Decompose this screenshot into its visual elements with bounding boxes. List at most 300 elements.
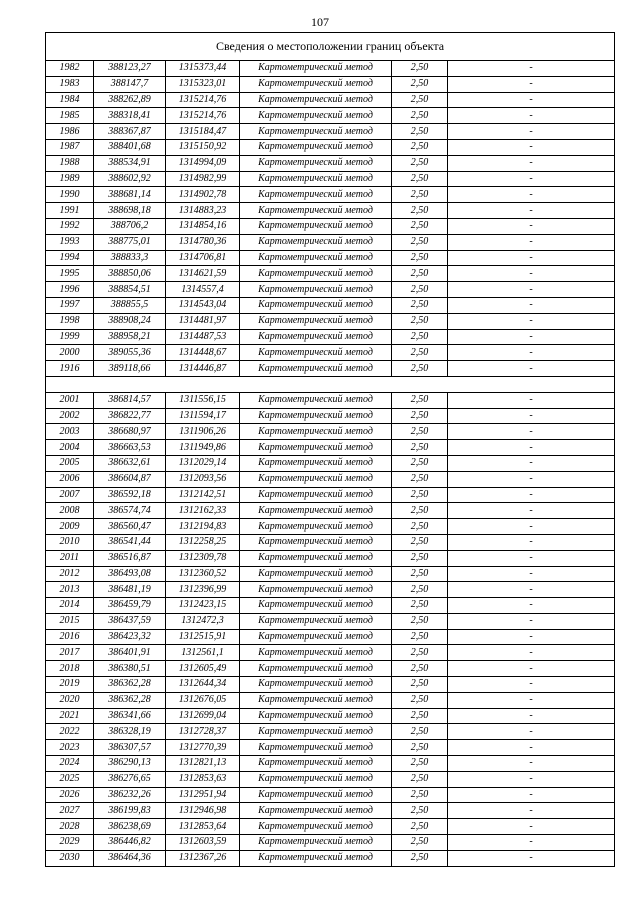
accuracy-cell: 2,50	[392, 313, 448, 329]
point-number: 1994	[46, 250, 94, 266]
accuracy-cell: 2,50	[392, 61, 448, 77]
dash-cell: -	[448, 534, 615, 550]
x-coordinate: 388775,01	[94, 234, 166, 250]
dash-cell: -	[448, 218, 615, 234]
y-coordinate: 1315150,92	[166, 139, 240, 155]
method-cell: Картометрический метод	[240, 345, 392, 361]
x-coordinate: 388681,14	[94, 187, 166, 203]
dash-cell: -	[448, 645, 615, 661]
point-number: 1995	[46, 266, 94, 282]
dash-cell: -	[448, 850, 615, 866]
accuracy-cell: 2,50	[392, 487, 448, 503]
method-cell: Картометрический метод	[240, 550, 392, 566]
y-coordinate: 1314448,67	[166, 345, 240, 361]
dash-cell: -	[448, 803, 615, 819]
x-coordinate: 386516,87	[94, 550, 166, 566]
accuracy-cell: 2,50	[392, 629, 448, 645]
table-row	[46, 787, 615, 803]
accuracy-cell: 2,50	[392, 250, 448, 266]
table-row	[46, 187, 615, 203]
accuracy-cell: 2,50	[392, 408, 448, 424]
method-cell: Картометрический метод	[240, 392, 392, 408]
x-coordinate: 388318,41	[94, 108, 166, 124]
table-row	[46, 345, 615, 361]
y-coordinate: 1315214,76	[166, 108, 240, 124]
table-row	[46, 629, 615, 645]
dash-cell: -	[448, 329, 615, 345]
method-cell: Картометрический метод	[240, 424, 392, 440]
y-coordinate: 1312194,83	[166, 519, 240, 535]
method-cell: Картометрический метод	[240, 250, 392, 266]
dash-cell: -	[448, 598, 615, 614]
point-number: 1986	[46, 124, 94, 140]
method-cell: Картометрический метод	[240, 566, 392, 582]
accuracy-cell: 2,50	[392, 282, 448, 298]
x-coordinate: 386446,82	[94, 835, 166, 851]
point-number: 2030	[46, 850, 94, 866]
accuracy-cell: 2,50	[392, 534, 448, 550]
point-number: 1998	[46, 313, 94, 329]
group-separator	[46, 376, 615, 392]
accuracy-cell: 2,50	[392, 550, 448, 566]
point-number: 2006	[46, 471, 94, 487]
x-coordinate: 388147,7	[94, 76, 166, 92]
accuracy-cell: 2,50	[392, 835, 448, 851]
accuracy-cell: 2,50	[392, 661, 448, 677]
x-coordinate: 388534,91	[94, 155, 166, 171]
point-number: 1916	[46, 361, 94, 377]
table-row	[46, 677, 615, 693]
method-cell: Картометрический метод	[240, 297, 392, 313]
x-coordinate: 388958,21	[94, 329, 166, 345]
table-title-row	[46, 33, 615, 61]
x-coordinate: 389118,66	[94, 361, 166, 377]
point-number: 2019	[46, 677, 94, 693]
method-cell: Картометрический метод	[240, 234, 392, 250]
y-coordinate: 1312162,33	[166, 503, 240, 519]
dash-cell: -	[448, 740, 615, 756]
x-coordinate: 386380,51	[94, 661, 166, 677]
method-cell: Картометрический метод	[240, 487, 392, 503]
table-row	[46, 297, 615, 313]
y-coordinate: 1314780,36	[166, 234, 240, 250]
point-number: 2027	[46, 803, 94, 819]
x-coordinate: 386276,65	[94, 771, 166, 787]
point-number: 2029	[46, 835, 94, 851]
method-cell: Картометрический метод	[240, 661, 392, 677]
dash-cell: -	[448, 139, 615, 155]
point-number: 1985	[46, 108, 94, 124]
table-row	[46, 392, 615, 408]
y-coordinate: 1314446,87	[166, 361, 240, 377]
point-number: 2028	[46, 819, 94, 835]
method-cell: Картометрический метод	[240, 582, 392, 598]
method-cell: Картометрический метод	[240, 756, 392, 772]
method-cell: Картометрический метод	[240, 124, 392, 140]
dash-cell: -	[448, 92, 615, 108]
y-coordinate: 1312093,56	[166, 471, 240, 487]
dash-cell: -	[448, 724, 615, 740]
accuracy-cell: 2,50	[392, 92, 448, 108]
x-coordinate: 386493,08	[94, 566, 166, 582]
table-row	[46, 756, 615, 772]
accuracy-cell: 2,50	[392, 740, 448, 756]
y-coordinate: 1312770,39	[166, 740, 240, 756]
table-row	[46, 487, 615, 503]
method-cell: Картометрический метод	[240, 708, 392, 724]
table-row	[46, 598, 615, 614]
table-row	[46, 440, 615, 456]
table-title: Сведения о местоположении границ объекта	[46, 33, 615, 61]
table-row	[46, 582, 615, 598]
dash-cell: -	[448, 345, 615, 361]
dash-cell: -	[448, 550, 615, 566]
y-coordinate: 1311556,15	[166, 392, 240, 408]
y-coordinate: 1314902,78	[166, 187, 240, 203]
accuracy-cell: 2,50	[392, 329, 448, 345]
point-number: 1987	[46, 139, 94, 155]
method-cell: Картометрический метод	[240, 771, 392, 787]
table-row	[46, 155, 615, 171]
x-coordinate: 386328,19	[94, 724, 166, 740]
table-row	[46, 550, 615, 566]
accuracy-cell: 2,50	[392, 266, 448, 282]
accuracy-cell: 2,50	[392, 645, 448, 661]
method-cell: Картометрический метод	[240, 313, 392, 329]
point-number: 2024	[46, 756, 94, 772]
x-coordinate: 386238,69	[94, 819, 166, 835]
point-number: 2010	[46, 534, 94, 550]
accuracy-cell: 2,50	[392, 566, 448, 582]
accuracy-cell: 2,50	[392, 361, 448, 377]
point-number: 2008	[46, 503, 94, 519]
y-coordinate: 1312946,98	[166, 803, 240, 819]
method-cell: Картометрический метод	[240, 76, 392, 92]
method-cell: Картометрический метод	[240, 803, 392, 819]
y-coordinate: 1312360,52	[166, 566, 240, 582]
dash-cell: -	[448, 566, 615, 582]
dash-cell: -	[448, 787, 615, 803]
accuracy-cell: 2,50	[392, 692, 448, 708]
point-number: 1991	[46, 203, 94, 219]
dash-cell: -	[448, 76, 615, 92]
table-row	[46, 645, 615, 661]
point-number: 2023	[46, 740, 94, 756]
method-cell: Картометрический метод	[240, 455, 392, 471]
method-cell: Картометрический метод	[240, 677, 392, 693]
method-cell: Картометрический метод	[240, 155, 392, 171]
table-row	[46, 313, 615, 329]
method-cell: Картометрический метод	[240, 408, 392, 424]
accuracy-cell: 2,50	[392, 171, 448, 187]
accuracy-cell: 2,50	[392, 297, 448, 313]
dash-cell: -	[448, 61, 615, 77]
method-cell: Картометрический метод	[240, 740, 392, 756]
x-coordinate: 386680,97	[94, 424, 166, 440]
method-cell: Картометрический метод	[240, 218, 392, 234]
dash-cell: -	[448, 282, 615, 298]
table-row	[46, 724, 615, 740]
dash-cell: -	[448, 455, 615, 471]
point-number: 2001	[46, 392, 94, 408]
x-coordinate: 386232,26	[94, 787, 166, 803]
dash-cell: -	[448, 661, 615, 677]
table-row	[46, 329, 615, 345]
point-number: 1988	[46, 155, 94, 171]
dash-cell: -	[448, 708, 615, 724]
accuracy-cell: 2,50	[392, 203, 448, 219]
y-coordinate: 1314543,04	[166, 297, 240, 313]
point-number: 1996	[46, 282, 94, 298]
accuracy-cell: 2,50	[392, 724, 448, 740]
table-row	[46, 534, 615, 550]
method-cell: Картометрический метод	[240, 187, 392, 203]
dash-cell: -	[448, 771, 615, 787]
dash-cell: -	[448, 471, 615, 487]
y-coordinate: 1312676,05	[166, 692, 240, 708]
dash-cell: -	[448, 408, 615, 424]
accuracy-cell: 2,50	[392, 850, 448, 866]
accuracy-cell: 2,50	[392, 155, 448, 171]
point-number: 1997	[46, 297, 94, 313]
method-cell: Картометрический метод	[240, 787, 392, 803]
method-cell: Картометрический метод	[240, 92, 392, 108]
table-row	[46, 424, 615, 440]
dash-cell: -	[448, 266, 615, 282]
dash-cell: -	[448, 313, 615, 329]
y-coordinate: 1314706,81	[166, 250, 240, 266]
dash-cell: -	[448, 424, 615, 440]
y-coordinate: 1314982,99	[166, 171, 240, 187]
dash-cell: -	[448, 503, 615, 519]
table-row	[46, 566, 615, 582]
point-number: 2025	[46, 771, 94, 787]
y-coordinate: 1315323,01	[166, 76, 240, 92]
dash-cell: -	[448, 629, 615, 645]
table-row	[46, 850, 615, 866]
x-coordinate: 386560,47	[94, 519, 166, 535]
x-coordinate: 386459,79	[94, 598, 166, 614]
point-number: 2026	[46, 787, 94, 803]
x-coordinate: 386632,61	[94, 455, 166, 471]
method-cell: Картометрический метод	[240, 534, 392, 550]
method-cell: Картометрический метод	[240, 361, 392, 377]
y-coordinate: 1312561,1	[166, 645, 240, 661]
dash-cell: -	[448, 361, 615, 377]
method-cell: Картометрический метод	[240, 329, 392, 345]
y-coordinate: 1312472,3	[166, 613, 240, 629]
point-number: 2022	[46, 724, 94, 740]
method-cell: Картометрический метод	[240, 503, 392, 519]
x-coordinate: 386464,36	[94, 850, 166, 866]
point-number: 2014	[46, 598, 94, 614]
x-coordinate: 388833,3	[94, 250, 166, 266]
x-coordinate: 386362,28	[94, 692, 166, 708]
y-coordinate: 1312853,63	[166, 771, 240, 787]
dash-cell: -	[448, 187, 615, 203]
x-coordinate: 386199,83	[94, 803, 166, 819]
table-row	[46, 218, 615, 234]
point-number: 1984	[46, 92, 94, 108]
table-row	[46, 361, 615, 377]
y-coordinate: 1312258,25	[166, 534, 240, 550]
x-coordinate: 388854,51	[94, 282, 166, 298]
y-coordinate: 1315184,47	[166, 124, 240, 140]
table-row	[46, 282, 615, 298]
table-row	[46, 519, 615, 535]
point-number: 1993	[46, 234, 94, 250]
accuracy-cell: 2,50	[392, 108, 448, 124]
x-coordinate: 386814,57	[94, 392, 166, 408]
y-coordinate: 1314487,53	[166, 329, 240, 345]
accuracy-cell: 2,50	[392, 76, 448, 92]
page-number: 107	[311, 15, 329, 29]
accuracy-cell: 2,50	[392, 345, 448, 361]
dash-cell: -	[448, 582, 615, 598]
table-row	[46, 124, 615, 140]
accuracy-cell: 2,50	[392, 756, 448, 772]
accuracy-cell: 2,50	[392, 424, 448, 440]
point-number: 2020	[46, 692, 94, 708]
table-row	[46, 471, 615, 487]
y-coordinate: 1312821,13	[166, 756, 240, 772]
method-cell: Картометрический метод	[240, 61, 392, 77]
dash-cell: -	[448, 613, 615, 629]
point-number: 2004	[46, 440, 94, 456]
point-number: 1989	[46, 171, 94, 187]
accuracy-cell: 2,50	[392, 471, 448, 487]
point-number: 2005	[46, 455, 94, 471]
method-cell: Картометрический метод	[240, 471, 392, 487]
y-coordinate: 1312728,37	[166, 724, 240, 740]
method-cell: Картометрический метод	[240, 440, 392, 456]
accuracy-cell: 2,50	[392, 598, 448, 614]
boundary-table	[45, 32, 615, 867]
point-number: 1990	[46, 187, 94, 203]
y-coordinate: 1312515,91	[166, 629, 240, 645]
x-coordinate: 388850,06	[94, 266, 166, 282]
method-cell: Картометрический метод	[240, 139, 392, 155]
dash-cell: -	[448, 819, 615, 835]
y-coordinate: 1315373,44	[166, 61, 240, 77]
point-number: 2007	[46, 487, 94, 503]
method-cell: Картометрический метод	[240, 629, 392, 645]
y-coordinate: 1311594,17	[166, 408, 240, 424]
table-row	[46, 613, 615, 629]
dash-cell: -	[448, 171, 615, 187]
x-coordinate: 386423,32	[94, 629, 166, 645]
method-cell: Картометрический метод	[240, 724, 392, 740]
point-number: 1992	[46, 218, 94, 234]
x-coordinate: 388367,87	[94, 124, 166, 140]
point-number: 2000	[46, 345, 94, 361]
accuracy-cell: 2,50	[392, 819, 448, 835]
table-row	[46, 408, 615, 424]
table-row	[46, 692, 615, 708]
accuracy-cell: 2,50	[392, 708, 448, 724]
table-row	[46, 108, 615, 124]
accuracy-cell: 2,50	[392, 234, 448, 250]
x-coordinate: 386574,74	[94, 503, 166, 519]
x-coordinate: 388602,92	[94, 171, 166, 187]
y-coordinate: 1314994,09	[166, 155, 240, 171]
x-coordinate: 389055,36	[94, 345, 166, 361]
table-row	[46, 171, 615, 187]
point-number: 2016	[46, 629, 94, 645]
x-coordinate: 386437,59	[94, 613, 166, 629]
point-number: 2018	[46, 661, 94, 677]
point-number: 1983	[46, 76, 94, 92]
x-coordinate: 386481,19	[94, 582, 166, 598]
y-coordinate: 1312605,49	[166, 661, 240, 677]
accuracy-cell: 2,50	[392, 519, 448, 535]
table-row	[46, 92, 615, 108]
y-coordinate: 1312853,64	[166, 819, 240, 835]
method-cell: Картометрический метод	[240, 692, 392, 708]
dash-cell: -	[448, 677, 615, 693]
y-coordinate: 1312367,26	[166, 850, 240, 866]
x-coordinate: 388698,18	[94, 203, 166, 219]
x-coordinate: 386362,28	[94, 677, 166, 693]
accuracy-cell: 2,50	[392, 677, 448, 693]
x-coordinate: 388908,24	[94, 313, 166, 329]
x-coordinate: 386592,18	[94, 487, 166, 503]
y-coordinate: 1312396,99	[166, 582, 240, 598]
table-row	[46, 771, 615, 787]
accuracy-cell: 2,50	[392, 455, 448, 471]
point-number: 2003	[46, 424, 94, 440]
x-coordinate: 386307,57	[94, 740, 166, 756]
point-number: 2021	[46, 708, 94, 724]
y-coordinate: 1314557,4	[166, 282, 240, 298]
method-cell: Картометрический метод	[240, 645, 392, 661]
table-row	[46, 503, 615, 519]
x-coordinate: 388855,5	[94, 297, 166, 313]
dash-cell: -	[448, 835, 615, 851]
table-row	[46, 61, 615, 77]
dash-cell: -	[448, 519, 615, 535]
method-cell: Картометрический метод	[240, 835, 392, 851]
y-coordinate: 1314883,23	[166, 203, 240, 219]
y-coordinate: 1311906,26	[166, 424, 240, 440]
point-number: 2002	[46, 408, 94, 424]
accuracy-cell: 2,50	[392, 503, 448, 519]
group-separator-row	[46, 376, 615, 392]
method-cell: Картометрический метод	[240, 598, 392, 614]
table-row	[46, 139, 615, 155]
table-row	[46, 76, 615, 92]
y-coordinate: 1314621,59	[166, 266, 240, 282]
accuracy-cell: 2,50	[392, 582, 448, 598]
dash-cell: -	[448, 250, 615, 266]
x-coordinate: 386401,91	[94, 645, 166, 661]
accuracy-cell: 2,50	[392, 771, 448, 787]
method-cell: Картометрический метод	[240, 819, 392, 835]
table-row	[46, 455, 615, 471]
point-number: 1999	[46, 329, 94, 345]
dash-cell: -	[448, 297, 615, 313]
point-number: 2009	[46, 519, 94, 535]
y-coordinate: 1312142,51	[166, 487, 240, 503]
method-cell: Картометрический метод	[240, 266, 392, 282]
point-number: 2013	[46, 582, 94, 598]
x-coordinate: 386822,77	[94, 408, 166, 424]
table-row	[46, 835, 615, 851]
y-coordinate: 1315214,76	[166, 92, 240, 108]
accuracy-cell: 2,50	[392, 613, 448, 629]
y-coordinate: 1312309,78	[166, 550, 240, 566]
accuracy-cell: 2,50	[392, 187, 448, 203]
